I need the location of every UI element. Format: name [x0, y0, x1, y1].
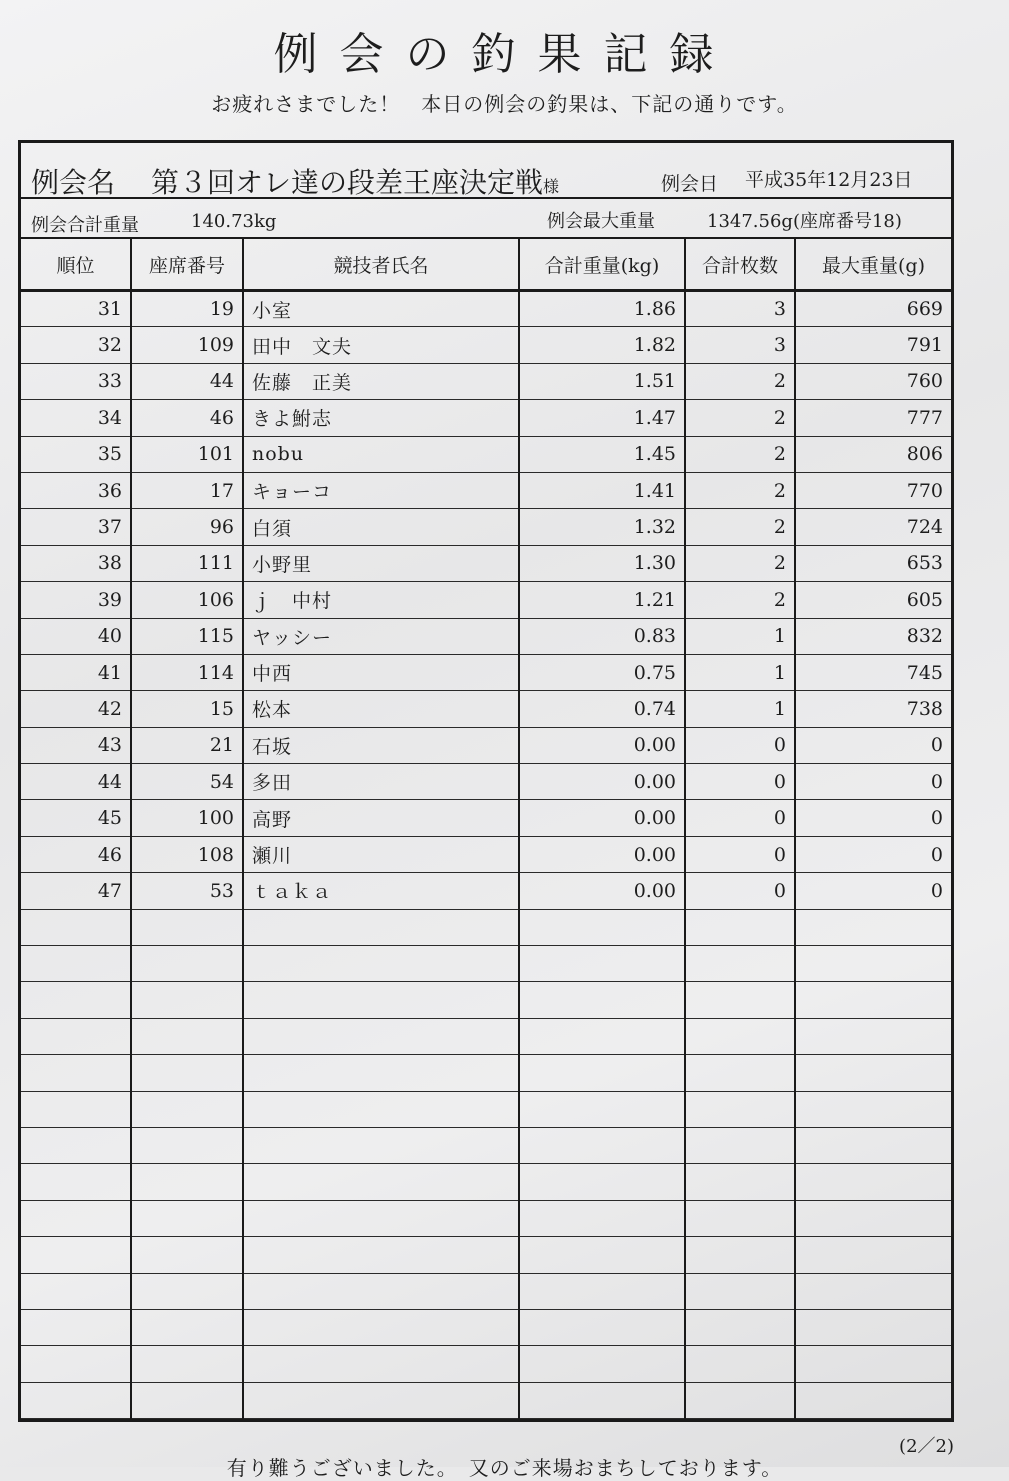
- table-row: [21, 618, 951, 654]
- table-cell: [795, 982, 951, 1018]
- table-cell: [519, 1382, 685, 1418]
- table-cell: [21, 1309, 131, 1345]
- table-cell: nobu: [243, 436, 519, 472]
- table-cell: [243, 946, 519, 982]
- table-cell: [795, 1055, 951, 1091]
- col-header-rank: 順位: [21, 239, 131, 291]
- table-cell: [21, 909, 131, 945]
- table-cell: 43: [21, 727, 131, 763]
- table-cell: 0: [795, 764, 951, 800]
- table-cell: 佐藤 正美: [243, 363, 519, 399]
- table-cell: 白須: [243, 509, 519, 545]
- table-cell: 791: [795, 327, 951, 363]
- table-cell: [685, 1309, 795, 1345]
- table-cell: 39: [21, 582, 131, 618]
- table-cell: [795, 1273, 951, 1309]
- table-cell: [243, 1018, 519, 1054]
- table-cell: [131, 1055, 243, 1091]
- table-cell: 106: [131, 582, 243, 618]
- table-cell: [519, 1273, 685, 1309]
- table-cell: 中西: [243, 654, 519, 690]
- table-cell: [131, 1237, 243, 1273]
- table-row: [21, 545, 951, 581]
- table-cell: [131, 1309, 243, 1345]
- table-cell: [243, 1273, 519, 1309]
- table-cell: [685, 946, 795, 982]
- table-cell: [685, 1237, 795, 1273]
- table-cell: [131, 1200, 243, 1236]
- table-cell: [685, 1200, 795, 1236]
- table-cell: [795, 1309, 951, 1345]
- table-cell: 33: [21, 363, 131, 399]
- table-cell: 2: [685, 436, 795, 472]
- table-cell: 田中 文夫: [243, 327, 519, 363]
- table-cell: [795, 946, 951, 982]
- table-cell: [243, 1237, 519, 1273]
- table-cell: [131, 909, 243, 945]
- table-cell: [519, 1309, 685, 1345]
- table-cell: [21, 982, 131, 1018]
- table-cell: [519, 1018, 685, 1054]
- table-row: [21, 436, 951, 472]
- table-cell: [685, 982, 795, 1018]
- table-cell: [795, 1237, 951, 1273]
- table-cell: 777: [795, 400, 951, 436]
- empty-table-row: [21, 1309, 951, 1345]
- col-header-name: 競技者氏名: [243, 239, 519, 291]
- table-cell: [243, 909, 519, 945]
- table-cell: 1.21: [519, 582, 685, 618]
- table-cell: [519, 909, 685, 945]
- table-cell: 44: [21, 764, 131, 800]
- table-cell: [795, 1346, 951, 1382]
- table-cell: [243, 1091, 519, 1127]
- empty-table-row: [21, 1273, 951, 1309]
- table-cell: 53: [131, 873, 243, 909]
- max-weight-label: 例会最大重量: [547, 211, 655, 232]
- table-cell: [21, 1164, 131, 1200]
- table-cell: [685, 909, 795, 945]
- table-cell: 1: [685, 618, 795, 654]
- table-cell: [685, 1273, 795, 1309]
- table-cell: 2: [685, 582, 795, 618]
- empty-table-row: [21, 946, 951, 982]
- table-cell: 0: [795, 873, 951, 909]
- table-cell: 0: [685, 764, 795, 800]
- table-cell: [795, 1164, 951, 1200]
- summary-row: [21, 199, 951, 239]
- table-cell: [519, 982, 685, 1018]
- table-cell: 108: [131, 836, 243, 872]
- table-cell: [685, 1091, 795, 1127]
- table-body: [21, 291, 951, 1419]
- table-row: [21, 654, 951, 690]
- meeting-date-label: 例会日: [661, 173, 719, 195]
- table-cell: 2: [685, 545, 795, 581]
- table-cell: [243, 1382, 519, 1418]
- table-cell: [131, 1164, 243, 1200]
- table-cell: [685, 1164, 795, 1200]
- table-cell: 31: [21, 291, 131, 327]
- table-cell: 111: [131, 545, 243, 581]
- total-weight-value: 140.73kg: [191, 211, 277, 232]
- table-row: [21, 800, 951, 836]
- table-cell: 小野里: [243, 545, 519, 581]
- table-cell: 100: [131, 800, 243, 836]
- table-cell: [795, 1018, 951, 1054]
- table-cell: 832: [795, 618, 951, 654]
- table-cell: 745: [795, 654, 951, 690]
- table-cell: [519, 1164, 685, 1200]
- table-cell: [685, 1382, 795, 1418]
- table-cell: 0.00: [519, 764, 685, 800]
- table-row: [21, 400, 951, 436]
- table-cell: 0.00: [519, 836, 685, 872]
- table-cell: 0: [685, 873, 795, 909]
- table-cell: 806: [795, 436, 951, 472]
- results-sheet: [18, 140, 954, 1422]
- table-cell: [519, 1237, 685, 1273]
- table-cell: 1.30: [519, 545, 685, 581]
- table-row: [21, 836, 951, 872]
- table-cell: 760: [795, 363, 951, 399]
- table-cell: 松本: [243, 691, 519, 727]
- table-cell: [795, 909, 951, 945]
- table-cell: 32: [21, 327, 131, 363]
- table-cell: [243, 1127, 519, 1163]
- table-cell: [519, 1127, 685, 1163]
- table-cell: [131, 1273, 243, 1309]
- table-cell: [131, 946, 243, 982]
- table-cell: [21, 1273, 131, 1309]
- table-cell: [131, 1382, 243, 1418]
- table-cell: [243, 1164, 519, 1200]
- table-cell: [243, 982, 519, 1018]
- table-cell: [21, 1200, 131, 1236]
- table-cell: 0: [685, 727, 795, 763]
- table-cell: 0.74: [519, 691, 685, 727]
- table-cell: 34: [21, 400, 131, 436]
- table-cell: 770: [795, 472, 951, 508]
- table-cell: 724: [795, 509, 951, 545]
- table-cell: [795, 1091, 951, 1127]
- page-title: 例会の釣果記録: [273, 29, 736, 80]
- empty-table-row: [21, 982, 951, 1018]
- table-cell: ヤッシー: [243, 618, 519, 654]
- col-header-count: 合計枚数: [685, 239, 795, 291]
- table-cell: キョーコ: [243, 472, 519, 508]
- table-cell: 40: [21, 618, 131, 654]
- table-cell: 2: [685, 509, 795, 545]
- table-row: [21, 764, 951, 800]
- table-cell: [131, 1091, 243, 1127]
- table-cell: 1.51: [519, 363, 685, 399]
- table-cell: 36: [21, 472, 131, 508]
- table-cell: [243, 1055, 519, 1091]
- table-cell: 小室: [243, 291, 519, 327]
- empty-table-row: [21, 1237, 951, 1273]
- table-cell: 0.83: [519, 618, 685, 654]
- max-weight-value: 1347.56g(座席番号18): [707, 211, 902, 232]
- table-row: [21, 472, 951, 508]
- table-cell: 0: [685, 800, 795, 836]
- table-cell: ｊ 中村: [243, 582, 519, 618]
- table-cell: 2: [685, 472, 795, 508]
- table-cell: 0.75: [519, 654, 685, 690]
- table-cell: 46: [21, 836, 131, 872]
- table-cell: [685, 1346, 795, 1382]
- total-weight-label: 例会合計重量: [31, 215, 139, 236]
- table-cell: [21, 1127, 131, 1163]
- table-cell: [131, 1346, 243, 1382]
- table-cell: 96: [131, 509, 243, 545]
- table-cell: 1: [685, 691, 795, 727]
- empty-table-row: [21, 1055, 951, 1091]
- table-cell: ｔａｋａ: [243, 873, 519, 909]
- table-cell: 1.45: [519, 436, 685, 472]
- table-row: [21, 509, 951, 545]
- table-cell: 高野: [243, 800, 519, 836]
- table-cell: [519, 946, 685, 982]
- table-cell: 0: [795, 727, 951, 763]
- empty-table-row: [21, 1018, 951, 1054]
- meeting-date: 平成35年12月23日: [745, 169, 913, 191]
- table-cell: 35: [21, 436, 131, 472]
- table-row: [21, 363, 951, 399]
- table-cell: 17: [131, 472, 243, 508]
- table-cell: 瀬川: [243, 836, 519, 872]
- meeting-name-text: 第３回オレ達の段差王座決定戦: [151, 166, 544, 199]
- table-cell: 37: [21, 509, 131, 545]
- table-row: [21, 691, 951, 727]
- table-cell: [685, 1055, 795, 1091]
- table-cell: 1.82: [519, 327, 685, 363]
- empty-table-row: [21, 1091, 951, 1127]
- table-cell: 15: [131, 691, 243, 727]
- table-cell: 42: [21, 691, 131, 727]
- table-cell: 21: [131, 727, 243, 763]
- table-cell: 石坂: [243, 727, 519, 763]
- table-cell: [519, 1091, 685, 1127]
- col-header-seat: 座席番号: [131, 239, 243, 291]
- table-row: [21, 582, 951, 618]
- table-cell: 44: [131, 363, 243, 399]
- table-cell: [243, 1200, 519, 1236]
- table-cell: [131, 1018, 243, 1054]
- table-cell: 114: [131, 654, 243, 690]
- empty-table-row: [21, 1164, 951, 1200]
- col-header-max-weight: 最大重量(g): [795, 239, 951, 291]
- footer-message: 有り難うございました。 又のご来場おまちしております。: [226, 1456, 783, 1480]
- empty-table-row: [21, 1127, 951, 1163]
- table-cell: 54: [131, 764, 243, 800]
- table-header-row: [21, 239, 951, 291]
- table-cell: 47: [21, 873, 131, 909]
- meeting-name: [151, 161, 559, 201]
- empty-table-row: [21, 1382, 951, 1418]
- table-cell: [519, 1055, 685, 1091]
- table-cell: 46: [131, 400, 243, 436]
- table-cell: 1: [685, 654, 795, 690]
- table-cell: [131, 1127, 243, 1163]
- table-cell: [795, 1127, 951, 1163]
- table-cell: 1.86: [519, 291, 685, 327]
- table-cell: 0.00: [519, 873, 685, 909]
- honorific: 様: [543, 177, 560, 196]
- table-row: [21, 873, 951, 909]
- table-cell: 0.00: [519, 727, 685, 763]
- table-cell: [21, 1237, 131, 1273]
- table-cell: 45: [21, 800, 131, 836]
- table-cell: 115: [131, 618, 243, 654]
- table-cell: [21, 946, 131, 982]
- table-cell: [243, 1309, 519, 1345]
- table-cell: [795, 1382, 951, 1418]
- table-row: [21, 727, 951, 763]
- table-cell: 109: [131, 327, 243, 363]
- table-cell: [519, 1200, 685, 1236]
- table-cell: 多田: [243, 764, 519, 800]
- table-cell: 41: [21, 654, 131, 690]
- table-cell: [685, 1018, 795, 1054]
- table-cell: 2: [685, 363, 795, 399]
- table-cell: [243, 1346, 519, 1382]
- table-cell: 3: [685, 327, 795, 363]
- table-cell: 101: [131, 436, 243, 472]
- table-cell: [795, 1200, 951, 1236]
- table-cell: 1.32: [519, 509, 685, 545]
- table-cell: [519, 1346, 685, 1382]
- table-cell: 0: [795, 836, 951, 872]
- table-cell: 19: [131, 291, 243, 327]
- meeting-name-label: 例会名: [31, 166, 116, 199]
- table-cell: 0: [685, 836, 795, 872]
- table-cell: きよ鮒志: [243, 400, 519, 436]
- table-cell: [21, 1382, 131, 1418]
- table-cell: 0.00: [519, 800, 685, 836]
- empty-table-row: [21, 1200, 951, 1236]
- page-number: (2／2): [899, 1436, 954, 1457]
- meeting-info-row: [21, 143, 951, 199]
- table-cell: [21, 1091, 131, 1127]
- empty-table-row: [21, 909, 951, 945]
- table-cell: 38: [21, 545, 131, 581]
- table-row: [21, 327, 951, 363]
- page-subtitle: お疲れさまでした！ 本日の例会の釣果は、下記の通りです。: [211, 92, 798, 116]
- table-row: [21, 291, 951, 327]
- col-header-total-weight: 合計重量(kg): [519, 239, 685, 291]
- table-cell: 0: [795, 800, 951, 836]
- table-cell: 669: [795, 291, 951, 327]
- table-cell: 605: [795, 582, 951, 618]
- empty-table-row: [21, 1346, 951, 1382]
- table-cell: 738: [795, 691, 951, 727]
- table-cell: 2: [685, 400, 795, 436]
- table-cell: [131, 982, 243, 1018]
- results-table: [21, 239, 951, 1419]
- table-cell: [21, 1055, 131, 1091]
- table-cell: 3: [685, 291, 795, 327]
- table-cell: 1.41: [519, 472, 685, 508]
- table-cell: [21, 1346, 131, 1382]
- table-cell: [21, 1018, 131, 1054]
- table-cell: [685, 1127, 795, 1163]
- table-cell: 1.47: [519, 400, 685, 436]
- table-cell: 653: [795, 545, 951, 581]
